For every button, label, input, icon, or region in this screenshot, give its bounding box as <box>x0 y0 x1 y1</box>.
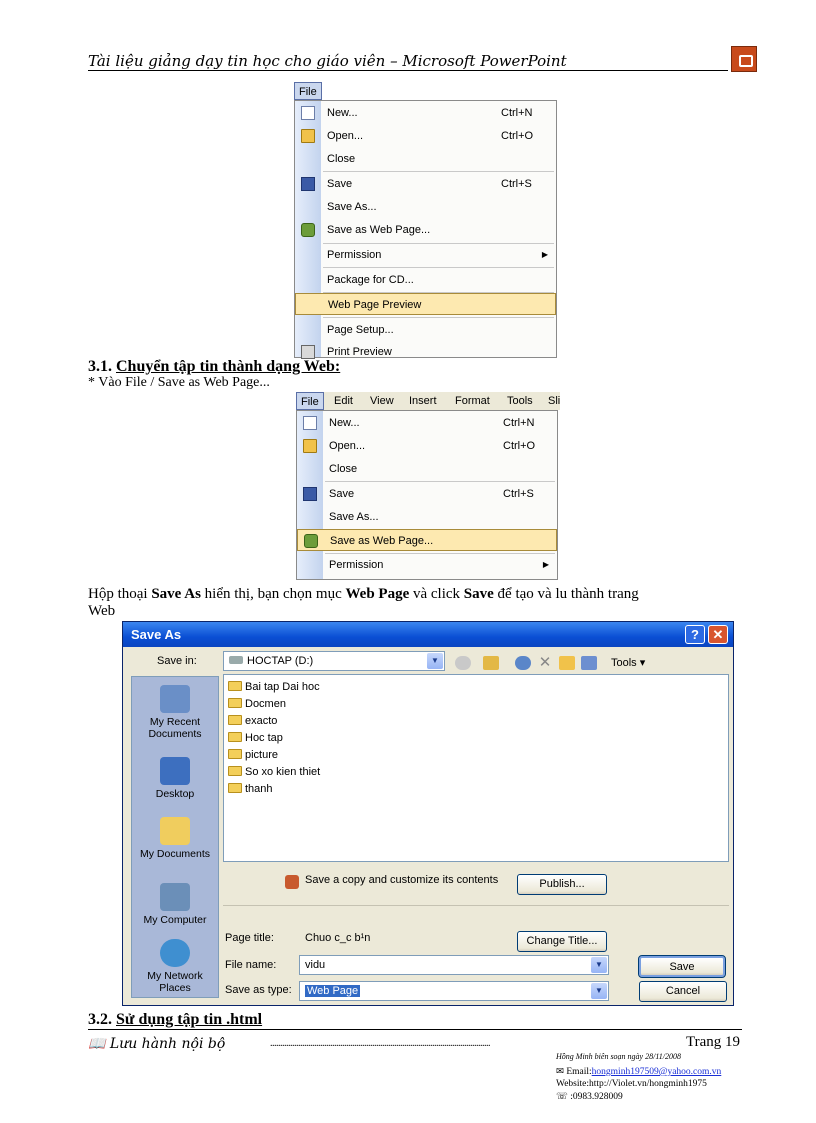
list-item[interactable]: exacto <box>228 713 277 730</box>
close-icon[interactable]: ✕ <box>708 625 728 644</box>
section-heading-3-2: 3.2. Sử dụng tập tin .html <box>88 1011 263 1028</box>
menu-item-save[interactable]: Save Ctrl+S <box>295 173 556 195</box>
list-item[interactable]: So xo kien thiet <box>228 764 320 781</box>
file-menu-dropdown-2 <box>296 410 558 580</box>
folder-icon <box>228 783 242 793</box>
menu-item-web-page-preview[interactable]: Web Page Preview <box>295 293 556 315</box>
dialog-description-line2: Web <box>88 603 116 619</box>
list-item[interactable]: Docmen <box>228 696 286 713</box>
save-button[interactable]: Save <box>639 956 725 977</box>
email-link[interactable]: hongminh197509@yahoo.com.vn <box>591 1067 722 1077</box>
chevron-down-icon: ▼ <box>591 957 607 973</box>
book-icon: 📖 <box>88 1036 106 1052</box>
submenu-arrow-icon: ▶ <box>541 250 548 259</box>
author-line: Hồng Minh biên soạn ngày 28/11/2008 <box>556 1052 681 1061</box>
footer-website: Website:http://Violet.vn/hongminh1975 <box>556 1079 707 1089</box>
tools-menu[interactable]: Tools ▾ <box>611 657 646 669</box>
list-item[interactable]: picture <box>228 747 278 764</box>
submenu-arrow-icon: ▶ <box>542 560 549 569</box>
file-menu-button[interactable]: File <box>294 82 322 100</box>
desktop-icon <box>160 757 190 785</box>
menubar-file[interactable]: File <box>296 392 324 410</box>
folder-icon <box>228 732 242 742</box>
cancel-button[interactable]: Cancel <box>639 981 727 1002</box>
web-page-icon <box>304 534 318 548</box>
footer-dots: .............................................................................................................. <box>270 1038 490 1049</box>
powerpoint-logo-icon <box>731 46 757 72</box>
save-as-type-label: Save as type: <box>225 984 292 996</box>
footer-phone: ☏ :0983.928009 <box>556 1092 623 1102</box>
drive-icon <box>229 656 243 664</box>
menu2-item-save[interactable]: Save Ctrl+S <box>297 483 557 505</box>
chevron-down-icon: ▼ <box>591 983 607 999</box>
footer-email: ✉ Email:hongminh197509@yahoo.com.vn <box>556 1067 722 1077</box>
menu-item-save-as[interactable]: Save As... <box>327 201 377 213</box>
save-in-combo[interactable]: HOCTAP (D:) ▼ <box>223 651 445 671</box>
chevron-down-icon: ▼ <box>427 653 443 669</box>
menu2-item-close[interactable]: Close <box>329 463 358 475</box>
menubar-slideshow[interactable]: Sli <box>548 395 561 407</box>
menu2-item-open[interactable]: Open... Ctrl+O <box>297 435 557 457</box>
open-folder-icon <box>301 129 315 143</box>
save-copy-text: Save a copy and customize its contents <box>305 874 499 886</box>
menubar-edit[interactable]: Edit <box>334 395 353 407</box>
folder-icon <box>228 715 242 725</box>
menu-item-new[interactable]: New... Ctrl+N <box>295 102 556 124</box>
instruction-text: * Vào File / Save as Web Page... <box>88 375 270 390</box>
page-number: Trang 19 <box>686 1034 741 1050</box>
network-places-icon <box>160 939 190 967</box>
save-in-label: Save in: <box>157 655 197 667</box>
place-my-recent-documents[interactable]: My Recent Documents <box>132 685 218 740</box>
folder-icon <box>228 749 242 759</box>
search-web-icon[interactable] <box>515 656 531 670</box>
change-title-button[interactable]: Change Title... <box>517 931 607 952</box>
place-my-computer[interactable]: My Computer <box>132 883 218 926</box>
place-desktop[interactable]: Desktop <box>132 757 218 800</box>
dialog-title-bar: Save As <box>123 622 733 647</box>
menu-item-close[interactable]: Close <box>327 153 356 165</box>
folder-icon <box>228 681 242 691</box>
file-menu-screenshot-1 <box>294 82 557 358</box>
folder-icon <box>228 698 242 708</box>
menu2-item-new[interactable]: New... Ctrl+N <box>297 412 557 434</box>
new-folder-icon[interactable] <box>559 656 575 670</box>
list-item[interactable]: thanh <box>228 781 273 798</box>
footer-circulation: 📖 Lưu hành nội bộ <box>88 1036 226 1052</box>
new-document-icon <box>303 416 317 430</box>
menu-item-print-preview[interactable]: Print Preview <box>295 341 556 363</box>
save-disk-icon <box>301 177 315 191</box>
dialog-description: Hộp thoại Save As hiển thị, bạn chọn mục Web Page và click Save để tạo và lu thành trang <box>88 586 639 602</box>
menubar-tools[interactable]: Tools <box>507 395 533 407</box>
menu-item-package-for-cd[interactable]: Package for CD... <box>327 274 414 286</box>
file-name-label: File name: <box>225 959 277 971</box>
file-menu-dropdown <box>294 100 557 358</box>
footer-rule <box>88 1029 742 1030</box>
page-title-value: Chuo c_c b¹n <box>305 932 371 944</box>
menubar-format[interactable]: Format <box>455 395 490 407</box>
save-disk-icon <box>303 487 317 501</box>
places-bar <box>131 676 219 998</box>
menu-item-page-setup[interactable]: Page Setup... <box>327 324 394 336</box>
recent-documents-icon <box>160 685 190 713</box>
save-as-type-select[interactable]: Web Page ▼ <box>299 981 609 1001</box>
file-menu-screenshot-2 <box>296 392 560 580</box>
menu2-item-save-as-web-page[interactable]: Save as Web Page... <box>297 529 557 551</box>
back-icon[interactable] <box>455 656 471 670</box>
print-preview-icon <box>301 345 315 359</box>
envelope-icon: ✉ <box>556 1067 564 1077</box>
help-icon[interactable]: ? <box>685 625 705 644</box>
save-as-dialog <box>122 621 734 1006</box>
section-heading-3-1: 3.1. Chuyển tập tin thành dạng Web: <box>88 358 341 375</box>
header-rule <box>88 70 728 71</box>
menu2-item-permission[interactable]: Permission ▶ <box>297 554 557 576</box>
list-item[interactable]: Bai tap Dai hoc <box>228 679 320 696</box>
my-computer-icon <box>160 883 190 911</box>
file-name-input[interactable]: vidu ▼ <box>299 955 609 975</box>
up-folder-icon[interactable] <box>483 656 499 670</box>
list-item[interactable]: Hoc tap <box>228 730 283 747</box>
menu2-item-save-as[interactable]: Save As... <box>329 511 379 523</box>
page-title-label: Page title: <box>225 932 274 944</box>
place-my-documents[interactable]: My Documents <box>132 817 218 860</box>
file-list[interactable] <box>223 674 729 862</box>
publish-button[interactable]: Publish... <box>517 874 607 895</box>
menubar-view[interactable]: View <box>370 395 394 407</box>
document-header-title: Tài liệu giảng dạy tin học cho giáo viên – Microsoft PowerPoint <box>88 52 567 70</box>
customize-icon <box>285 875 299 889</box>
my-documents-icon <box>160 817 190 845</box>
delete-icon[interactable]: ✕ <box>538 654 552 671</box>
menubar <box>296 392 560 410</box>
menu-item-permission[interactable]: Permission ▶ <box>295 244 556 266</box>
web-page-icon <box>301 223 315 237</box>
new-document-icon <box>301 106 315 120</box>
views-icon[interactable] <box>581 656 597 670</box>
menubar-insert[interactable]: Insert <box>409 395 437 407</box>
open-folder-icon <box>303 439 317 453</box>
folder-icon <box>228 766 242 776</box>
menu-item-save-as-web-page[interactable]: Save as Web Page... <box>295 219 556 241</box>
place-my-network-places[interactable]: My Network Places <box>132 939 218 994</box>
menu-item-open[interactable]: Open... Ctrl+O <box>295 125 556 147</box>
